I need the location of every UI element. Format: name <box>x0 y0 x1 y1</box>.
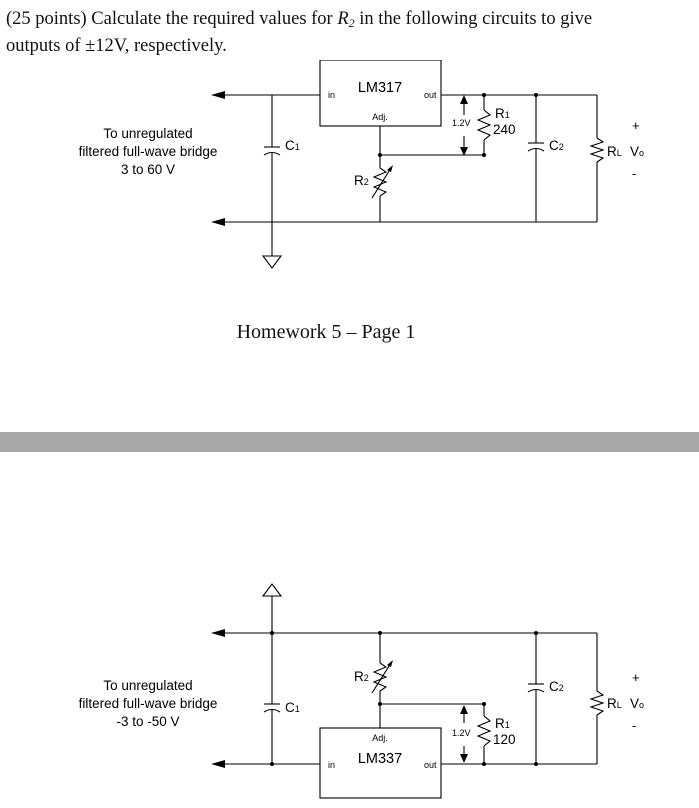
r2-label: R2 <box>354 669 369 684</box>
rl-label: RL <box>607 696 622 711</box>
c1-label: C1 <box>285 700 300 715</box>
r1-label: R1 <box>495 106 510 121</box>
ref-voltage: 1.2V <box>452 118 471 128</box>
problem-line2: outputs of ±12V, respectively. <box>6 36 227 56</box>
problem-suffix: in the following circuits to give <box>359 9 593 29</box>
source-line-3: -3 to -50 V <box>116 714 180 729</box>
r1-label: R1 <box>495 716 510 731</box>
pin-adj: Adj. <box>372 733 388 743</box>
circuit-lm337 <box>0 578 699 808</box>
rl-label: RL <box>607 144 622 159</box>
page-separator <box>0 432 699 452</box>
r2-variable: $R_2$ <box>337 9 355 30</box>
vo-minus: - <box>632 718 637 733</box>
c2-label: C2 <box>549 679 564 694</box>
source-line-1: To unregulated <box>103 678 193 693</box>
r1-value: 120 <box>493 732 516 747</box>
vo-label: Vo <box>630 696 645 711</box>
pin-in: in <box>328 90 336 100</box>
ic-name: LM317 <box>357 80 403 96</box>
circuit-lm317 <box>0 60 699 290</box>
pin-out: out <box>424 760 437 770</box>
source-line-2: filtered full-wave bridge <box>78 696 218 711</box>
r2-label: R2 <box>354 173 369 188</box>
problem-statement <box>6 6 696 60</box>
pin-in: in <box>328 760 336 770</box>
vo-plus: + <box>632 118 640 133</box>
source-line-2: filtered full-wave bridge <box>78 144 218 159</box>
problem-prefix: (25 points) Calculate the required values for <box>6 9 333 29</box>
ic-name: LM337 <box>357 751 403 767</box>
ref-voltage: 1.2V <box>452 728 471 738</box>
c1-label: C1 <box>285 138 300 153</box>
page-footer: Homework 5 – Page 1 <box>236 321 416 343</box>
pin-adj: Adj. <box>372 112 388 122</box>
source-line-3: 3 to 60 V <box>120 162 176 177</box>
vo-minus: - <box>632 166 637 181</box>
c2-label: C2 <box>549 138 564 153</box>
pin-out: out <box>424 90 437 100</box>
vo-label: Vo <box>630 144 645 159</box>
r1-value: 240 <box>493 122 516 137</box>
vo-plus: + <box>632 670 640 685</box>
source-line-1: To unregulated <box>103 126 193 141</box>
